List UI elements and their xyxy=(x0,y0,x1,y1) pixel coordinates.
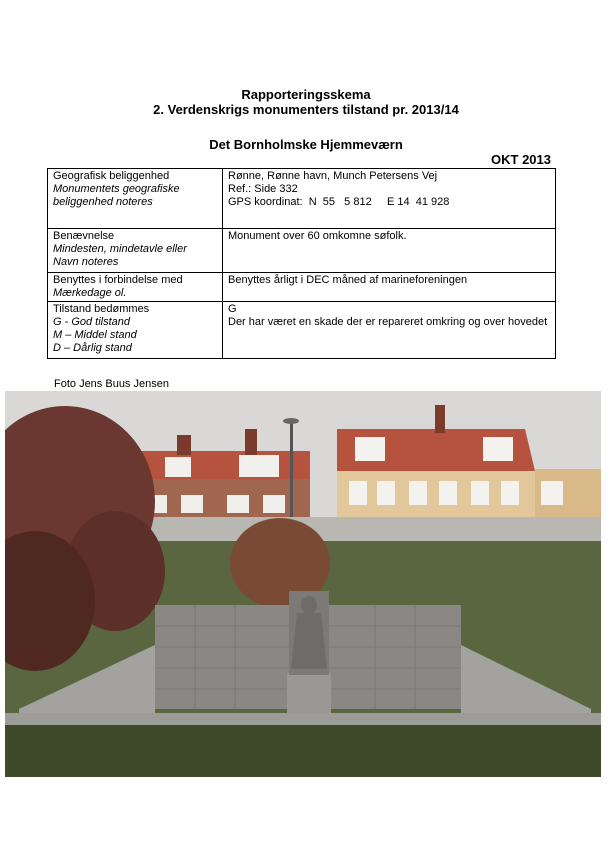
field-value: Rønne, Rønne havn, Munch Petersens Vej xyxy=(228,170,438,182)
field-hint: Mindesten, mindetavle eller xyxy=(53,243,187,255)
field-hint: M – Middel stand xyxy=(53,329,137,341)
value-cell xyxy=(223,169,556,229)
form-row-condition xyxy=(48,302,556,359)
field-hint: Monumentets geografiske xyxy=(53,183,180,195)
report-subtitle: 2. Verdenskrigs monumenters tilstand pr. 2013/14 xyxy=(153,102,459,117)
foreground-grass xyxy=(5,725,601,777)
field-label: Geografisk beliggenhed xyxy=(53,170,170,182)
label-cell xyxy=(48,169,223,229)
value-cell xyxy=(223,273,556,302)
plaza xyxy=(5,713,601,725)
value-cell xyxy=(223,302,556,359)
report-title: Rapporteringsskema xyxy=(241,87,371,102)
form-row-usage xyxy=(48,273,556,302)
field-hint: Mærkedage ol. xyxy=(53,287,127,299)
label-cell xyxy=(48,273,223,302)
label-cell xyxy=(48,302,223,359)
monument-photo xyxy=(5,391,601,777)
field-label: Benyttes i forbindelse med xyxy=(53,274,183,286)
field-value: Der har været en skade der er repareret omkring og over hovedet xyxy=(228,316,548,328)
field-value: GPS koordinat: N 55 5 812 E 14 41 928 xyxy=(228,196,450,208)
field-value: Benyttes årligt i DEC måned af marineforeningen xyxy=(228,274,468,286)
field-label: Benævnelse xyxy=(53,230,115,242)
field-hint: beliggenhed noteres xyxy=(53,196,153,208)
field-hint: D – Dårlig stand xyxy=(53,342,132,354)
statue-pedestal xyxy=(287,673,331,713)
label-cell xyxy=(48,229,223,273)
field-label: Tilstand bedømmes xyxy=(53,303,150,315)
field-value: Monument over 60 omkomne søfolk. xyxy=(228,230,407,242)
report-date: OKT 2013 xyxy=(491,152,551,167)
photo-caption: Foto Jens Buus Jensen xyxy=(54,378,169,390)
value-cell xyxy=(223,229,556,273)
form-row-name xyxy=(48,229,556,273)
form-row-location xyxy=(48,169,556,229)
field-value: Ref.: Side 332 xyxy=(228,183,298,195)
field-value: G xyxy=(228,303,237,315)
sailor-statue xyxy=(289,591,329,675)
field-hint: G - God tilstand xyxy=(53,316,131,328)
field-hint: Navn noteres xyxy=(53,256,119,268)
report-form-table xyxy=(47,168,556,359)
organization-name: Det Bornholmske Hjemmeværn xyxy=(209,137,403,152)
